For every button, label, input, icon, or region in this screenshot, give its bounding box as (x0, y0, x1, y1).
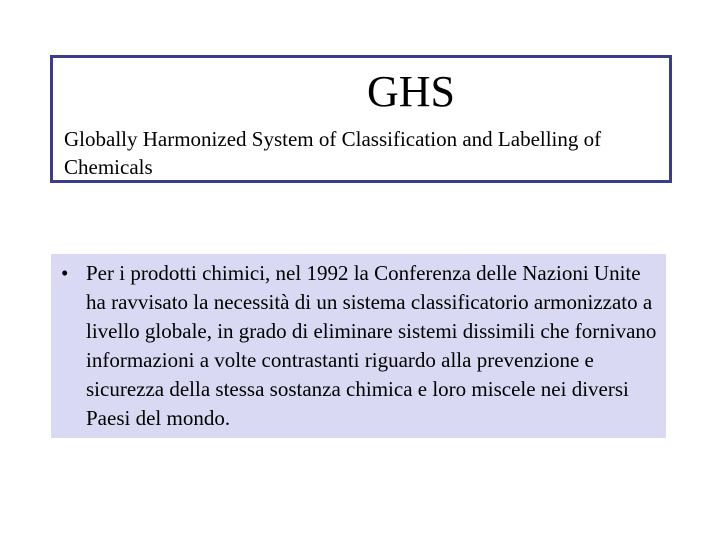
slide-title: GHS (366, 67, 456, 116)
title-box (50, 55, 672, 183)
bullet-icon: • (61, 261, 69, 285)
slide-subtitle: Globally Harmonized System of Classification and Labelling of Chemicals (64, 127, 602, 179)
bullet-item (61, 259, 662, 433)
bullet-text: Per i prodotti chimici, nel 1992 la Conferenza delle Nazioni Unite ha ravvisato la necessità di un sistema classificatorio armonizzato a livello globale, in grado di eliminare sistemi dissimili che fornivano informazioni a volte contrastanti riguardo alla prevenzione e sicurezza della stessa sostanza chimica e loro miscele nei diversi Paesi del mondo. (86, 261, 657, 430)
content-box (51, 254, 666, 438)
